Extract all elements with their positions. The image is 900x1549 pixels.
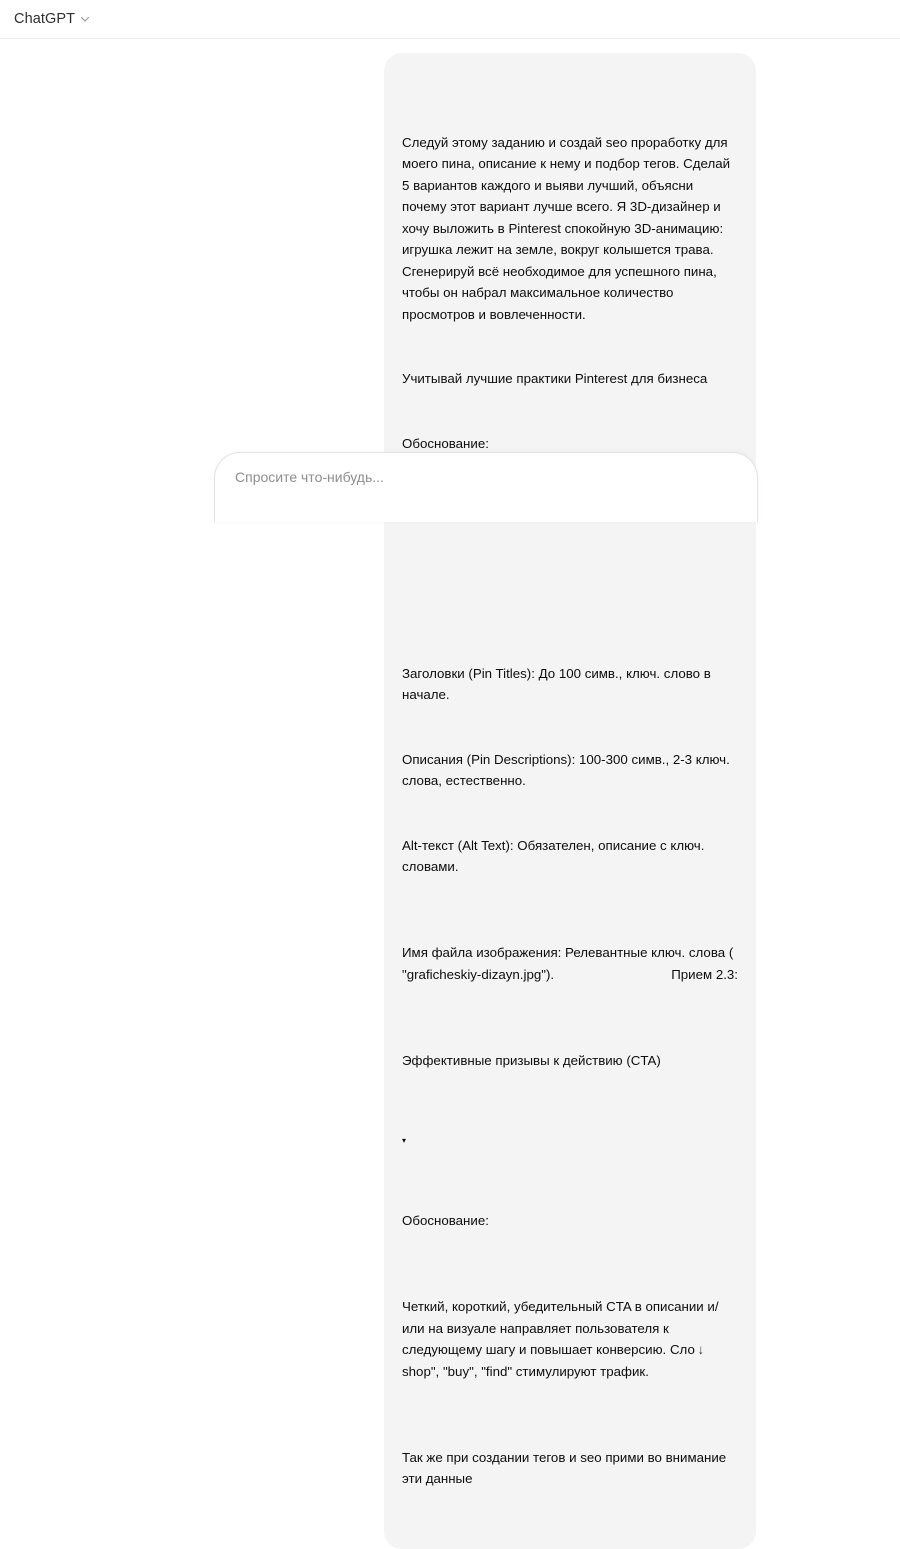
user-message-bubble (384, 53, 756, 1549)
message-paragraph: Следуй этому заданию и создай seo проработку для моего пина, описание к нему и подбор тегов. Сделай 5 вариантов каждого и выяви лучший, объясни почему этот вариант лучше всего. Я 3D-дизайнер и хочу выложить в Pinterest спокойную 3D-анимацию: игрушка лежит на земле, вокруг колышется трава. Сгенерируй всё необходимое для успешного пина, чтобы он набрал максимальное количество просмотров и вовлеченности. (402, 134, 734, 322)
cta-text: Четкий, короткий, убедительный CTA в описании и/или на визуале направляет пользователя к следующему шагу и повышает конверсию. Сло (402, 1299, 719, 1357)
conversation-scroll-area[interactable] (0, 39, 900, 1486)
chevron-down-icon[interactable] (80, 14, 90, 24)
side-note-label: Прием 2.3: (671, 966, 738, 982)
composer[interactable] (214, 452, 758, 522)
arrow-down-icon: ↓ (697, 1342, 705, 1357)
message-input[interactable] (235, 469, 737, 485)
composer-container (214, 452, 758, 506)
model-switcher-button[interactable] (14, 11, 90, 27)
app-header (0, 0, 900, 38)
paragraph-spacer (402, 583, 738, 598)
app-title: ChatGPT (14, 11, 76, 27)
message-paragraph: Alt-текст (Alt Text): Обязателен, описание с ключ. словами. (402, 837, 709, 874)
cta-text-tail: shop", "buy", "find" стимулируют трафик. (402, 1363, 649, 1379)
message-paragraph-cta (402, 1296, 738, 1382)
message-paragraph: Обоснование: (402, 1213, 489, 1228)
filename-text: Имя файла изображения: Релевантные ключ. слова ( "graficheskiy-dizayn.jpg"). (402, 945, 737, 982)
message-paragraph: Описания (Pin Descriptions): 100-300 симв., 2-3 ключ. слова, естественно. (402, 751, 734, 788)
message-paragraph: Так же при создании тегов и seo прими во внимание эти данные (402, 1449, 730, 1486)
message-paragraph: Учитывай лучшие практики Pinterest для бизнеса (402, 371, 708, 386)
message-paragraph: Обоснование: (402, 435, 489, 451)
message-paragraph-filename (402, 942, 738, 985)
message-row-user (0, 39, 900, 1549)
message-paragraph: Эффективные призывы к действию (CTA) (402, 1052, 661, 1068)
collapse-caret-marker[interactable]: ▾ (402, 1135, 407, 1145)
message-paragraph: Заголовки (Pin Titles): До 100 симв., ключ. слово в начале. (402, 665, 715, 702)
